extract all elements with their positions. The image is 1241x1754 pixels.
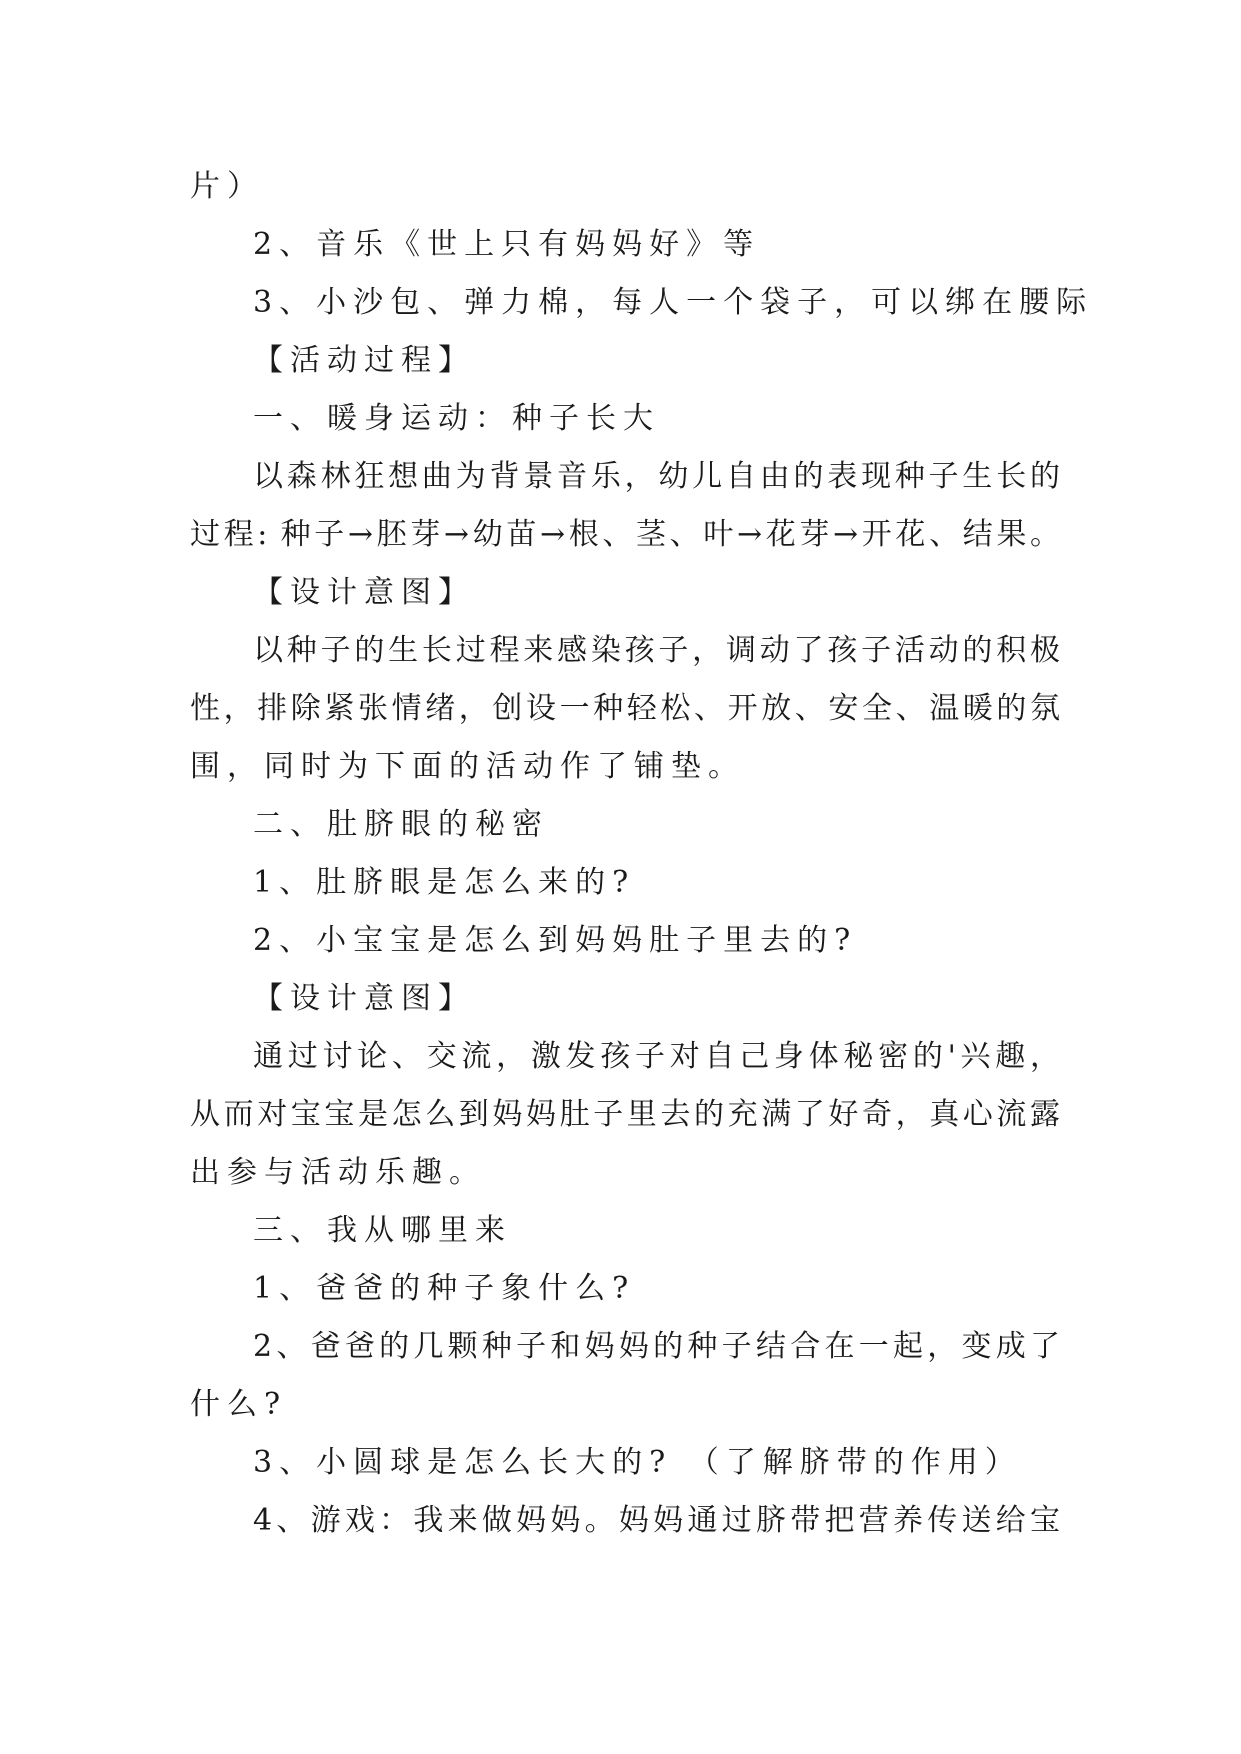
step-heading-navel-secret: 二、肚脐眼的秘密 — [253, 807, 549, 842]
paragraph-line: 什么? — [190, 1387, 288, 1422]
list-item-materials: 3、小沙包、弹力棉，每人一个袋子，可以绑在腰际 — [253, 285, 1094, 320]
document-body — [190, 158, 1094, 1550]
section-heading-design-intent: 【设计意图】 — [253, 575, 475, 610]
paragraph-line: 以森林狂想曲为背景音乐，幼儿自由的表现种子生长的 — [253, 459, 1060, 494]
list-item-question: 2、小宝宝是怎么到妈妈肚子里去的? — [253, 923, 858, 958]
paragraph-line: 以种子的生长过程来感染孩子，调动了孩子活动的积极 — [253, 633, 1060, 668]
list-item-music: 2、音乐《世上只有妈妈好》等 — [253, 227, 761, 262]
step-heading-where-from: 三、我从哪里来 — [253, 1213, 512, 1248]
list-item-game: 4、游戏：我来做妈妈。妈妈通过脐带把营养传送给宝 — [253, 1503, 1060, 1538]
paragraph-line: 通过讨论、交流，激发孩子对自己身体秘密的'兴趣， — [253, 1039, 1060, 1074]
list-item-question: 3、小圆球是怎么长大的? （了解脐带的作用） — [253, 1445, 1022, 1480]
list-item-question: 2、爸爸的几颗种子和妈妈的种子结合在一起，变成了 — [253, 1329, 1060, 1364]
paragraph-line: 从而对宝宝是怎么到妈妈肚子里去的充满了好奇，真心流露 — [190, 1097, 1060, 1132]
paragraph-line: 围，同时为下面的活动作了铺垫。 — [190, 749, 745, 784]
paragraph-line: 性，排除紧张情绪，创设一种轻松、开放、安全、温暖的氛 — [190, 691, 1060, 726]
list-item-question: 1、肚脐眼是怎么来的? — [253, 865, 636, 900]
text-line-continuation: 片） — [190, 169, 264, 204]
list-item-question: 1、爸爸的种子象什么? — [253, 1271, 636, 1306]
section-heading-design-intent: 【设计意图】 — [253, 981, 475, 1016]
paragraph-line: 出参与活动乐趣。 — [190, 1155, 486, 1190]
step-heading-warmup: 一、暖身运动：种子长大 — [253, 401, 660, 436]
section-heading-activity-process: 【活动过程】 — [253, 343, 475, 378]
paragraph-line: 过程: 种子→胚芽→幼苗→根、茎、叶→花芽→开花、结果。 — [190, 517, 1060, 552]
